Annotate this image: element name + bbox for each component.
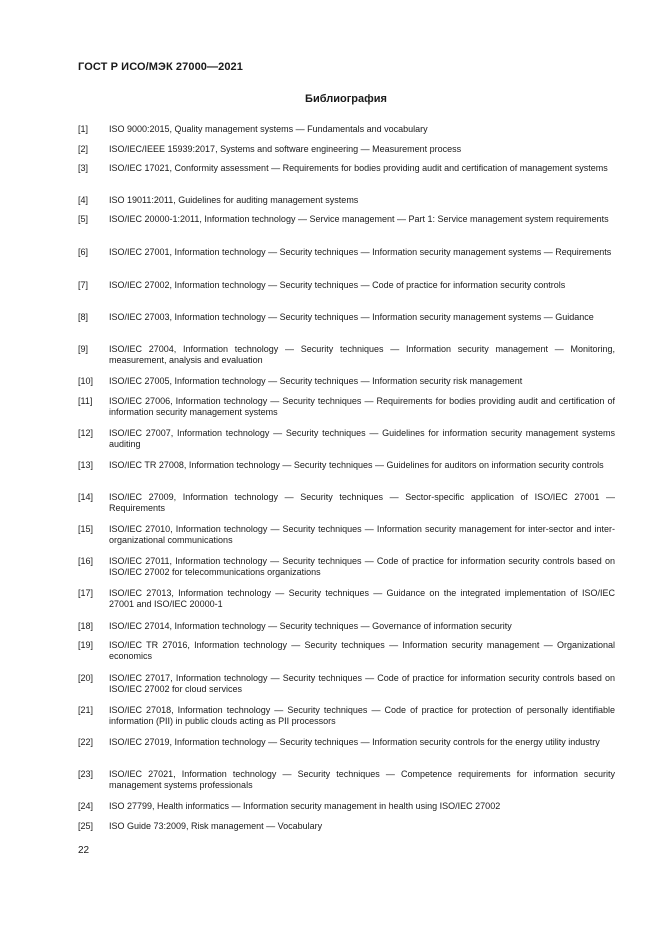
reference-number: [20] [78, 673, 94, 683]
reference-text: ISO/IEC 27006, Information technology — Security techniques — Requirements for bodies providing audit and certification of information security management systems [109, 396, 615, 418]
reference-number: [2] [78, 144, 89, 154]
reference-number: [12] [78, 428, 94, 438]
reference-text: ISO/IEC 27018, Information technology — Security techniques — Code of practice for protection of personally identifiable information (PII) in public clouds acting as PII processors [109, 705, 615, 727]
reference-text: ISO/IEC 27010, Information technology — Security techniques — Information security management for inter-sector and inter-organizational communications [109, 524, 615, 546]
bibliography-title: Библиография [305, 93, 387, 105]
reference-text: ISO/IEC 27009, Information technology — Security techniques — Sector-specific application of ISO/IEC 27001 — Requirements [109, 492, 615, 514]
reference-text: ISO 9000:2015, Quality management systems — Fundamentals and vocabulary [109, 124, 428, 134]
reference-text: ISO/IEC TR 27016, Information technology — Security techniques — Information security management — Organizational economics [109, 640, 615, 662]
page-number: 22 [78, 845, 90, 856]
reference-text: ISO/IEC 27017, Information technology — Security techniques — Code of practice for information security controls based on ISO/IEC 27002 for cloud services [109, 673, 615, 695]
reference-number: [22] [78, 737, 94, 747]
reference-text: ISO/IEC 27002, Information technology — Security techniques — Code of practice for information security controls [109, 280, 566, 290]
reference-number: [25] [78, 821, 94, 831]
reference-number: [1] [78, 124, 89, 134]
reference-text: ISO 27799, Health informatics — Information security management in health using ISO/IEC 27002 [109, 801, 501, 811]
reference-text: ISO/IEC 27007, Information technology — Security techniques — Guidelines for information security management systems auditing [109, 428, 615, 450]
reference-text: ISO/IEC/IEEE 15939:2017, Systems and software engineering — Measurement process [109, 144, 462, 154]
reference-text: ISO/IEC 27013, Information technology — Security techniques — Guidance on the integrated implementation of ISO/IEC 27001 and ISO/IEC 20000-1 [109, 588, 615, 610]
reference-text: ISO/IEC 27003, Information technology — Security techniques — Information security management systems — Guidance [109, 312, 594, 322]
reference-number: [14] [78, 492, 94, 502]
reference-number: [7] [78, 280, 89, 290]
reference-text: ISO/IEC TR 27008, Information technology — Security techniques — Guidelines for auditors on information security controls [109, 460, 604, 470]
reference-text: ISO/IEC 27019, Information technology — Security techniques — Information security controls for the energy utility industry [109, 737, 600, 747]
reference-text: ISO/IEC 27021, Information technology — Security techniques — Competence requirements for information security management systems professionals [109, 769, 615, 791]
reference-number: [8] [78, 312, 89, 322]
reference-number: [10] [78, 376, 94, 386]
reference-number: [24] [78, 801, 94, 811]
reference-text: ISO/IEC 27004, Information technology — Security techniques — Information security management — Monitoring, measurement, analysis and evaluation [109, 344, 615, 366]
reference-number: [23] [78, 769, 94, 779]
reference-number: [3] [78, 163, 89, 173]
reference-number: [21] [78, 705, 94, 715]
reference-number: [16] [78, 556, 94, 566]
reference-text: ISO Guide 73:2009, Risk management — Vocabulary [109, 821, 323, 831]
reference-number: [6] [78, 247, 89, 257]
reference-number: [19] [78, 640, 94, 650]
reference-number: [15] [78, 524, 94, 534]
reference-text: ISO/IEC 27011, Information technology — Security techniques — Code of practice for information security controls based on ISO/IEC 27002 for telecommunications organizations [109, 556, 615, 578]
reference-text: ISO/IEC 17021, Conformity assessment — Requirements for bodies providing audit and certification of management systems [109, 163, 608, 173]
reference-number: [13] [78, 460, 94, 470]
reference-text: ISO/IEC 27005, Information technology — Security techniques — Information security risk management [109, 376, 523, 386]
reference-number: [9] [78, 344, 89, 354]
reference-number: [18] [78, 621, 94, 631]
reference-text: ISO 19011:2011, Guidelines for auditing management systems [109, 195, 359, 205]
reference-text: ISO/IEC 20000-1:2011, Information technology — Service management — Part 1: Service management system requirements [109, 214, 609, 224]
standard-designation: ГОСТ Р ИСО/МЭК 27000—2021 [78, 61, 243, 73]
reference-number: [11] [78, 396, 93, 406]
reference-text: ISO/IEC 27001, Information technology — Security techniques — Information security management systems — Requirements [109, 247, 612, 257]
reference-text: ISO/IEC 27014, Information technology — Security techniques — Governance of information security [109, 621, 512, 631]
reference-number: [5] [78, 214, 89, 224]
reference-number: [17] [78, 588, 94, 598]
reference-number: [4] [78, 195, 89, 205]
